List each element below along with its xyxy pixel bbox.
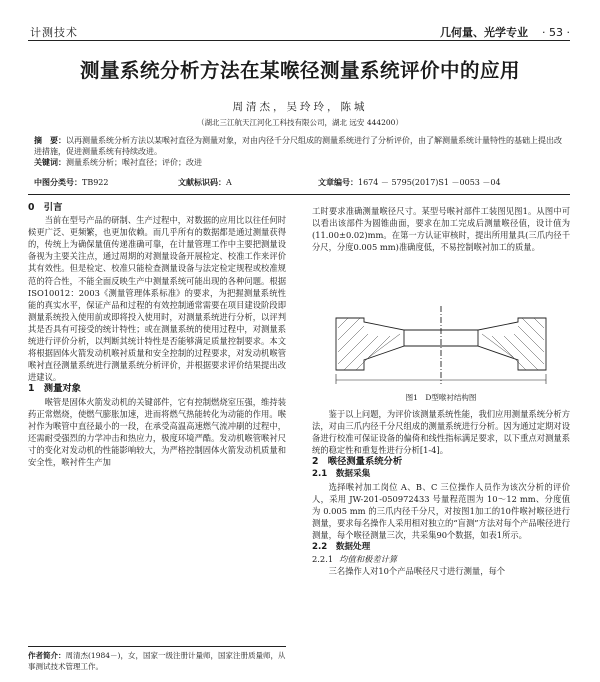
figure-intro-paragraph: 工时要求准确测量喉径尺寸。某型号喉衬部件工装图见图1。从图中可以看出该部件为圆锥曲面，要求在加工完成后测量喉径值，设计值为(11.00±0.02)mm。在第一方认证审核时，提出所用量具(三爪内径千分尺，分度0.005 mm)准确度低，不易控制喉衬加工的质量。 — [312, 206, 570, 253]
section-2-2-1-number: 2.2.1 — [312, 554, 334, 565]
author-footnote — [28, 650, 286, 672]
section-0-paragraph: 当前在型号产品的研制、生产过程中，对数据的应用比以往任何时候更广泛、更频繁，也更加依赖。而几乎所有的数据都是通过测量获得的，传统上为确保量值传递准确可靠，在计量管理工作中主要把测量设备视为主要关注点，通过周期的对测量设备开展检定、校准工作来评价其有效性。但是检定、校准只能检查测量设备与法定检定规程或校准规范的符合性，不能全面反映生产中测量系统可能出现的各种问题。根据ISO10012：2003《测量管理体系标准》的要求，为把握测量系统性能的真实水平，保证产品和过程的有效控制通常需要在项目建设阶段即测量系统投入使用前或即将投入使用时，对测量系统进行分析，以评判其是否具有可接受的统计特性；或在测量系统的使用过程中，对测量系统进行评价分析，以判断其统计特性是否能够满足质量控制要求。本文将根据固体火箭发动机喉衬质量和安全控制的过程要求，对发动机喉管喉衬直径测量系统进行测量系统分析评价，并根据要求评价结果提出改进建议。 — [28, 215, 286, 383]
abstract-block — [34, 135, 564, 168]
section-2-2-1-paragraph: 三名操作人对10个产品喉径尺寸进行测量，每个 — [328, 566, 506, 577]
abstract-label: 摘 要： — [34, 136, 66, 145]
page-number: · 53 · — [542, 26, 570, 39]
section-1-paragraph: 喉管是固体火箭发动机的关键部件，它有控制燃烧室压强，维持装药正常燃烧，使燃气膨胀加速，进而将燃气热能转化为动能的作用。喉衬作为喉管中直径最小的一段，在承受高温高速燃气流冲刷的过程中，还需耐受强烈的力学冲击和热应力，极度环境严酷。发动机喉管喉衬尺寸的变化对发动机的性能影响较大，为严格控制固体火箭发动机质量和安全性，喉衬件生产加 — [28, 396, 286, 467]
paper-affiliation: （湖北三江航天江河化工科技有限公司，湖北 远安 444200） — [197, 118, 403, 127]
journal-name: 计测技术 — [30, 26, 78, 39]
footnote-label: 作者简介： — [28, 651, 66, 660]
section-2-2-1-heading — [312, 553, 570, 565]
paper-title: 测量系统分析方法在某喉径测量系统评价中的应用 — [79, 59, 520, 82]
figure-1-throat-liner-drawing — [312, 300, 570, 388]
paper-authors: 周清杰，吴玲玲，陈城 — [232, 101, 368, 113]
abstract-rule — [28, 194, 570, 195]
figure-1-caption: 图1 D型喉衬结构图 — [405, 393, 477, 402]
section-2-1-paragraph: 选择喉衬加工岗位 A、B、C 三位操作人员作为该次分析的评价人，采用 JW-201-050972433 号量程范围为 10～12 mm、分度值为 0.005 mm 的三爪内径千分尺，对按图1加工的10件喉衬喉径进行测量，要求每名操作人采用相对独立的“盲测”方法对每个产品喉径进行测量，每个喉径测量三次，共采集90个数据，如表1所示。 — [312, 481, 570, 540]
right-column-top — [312, 205, 570, 253]
document-code: 文献标识码：A — [178, 178, 232, 187]
running-header — [28, 22, 570, 40]
abstract — [34, 135, 564, 157]
left-column — [28, 202, 286, 468]
header-rule — [28, 40, 570, 41]
section-2-2-heading: 2.2 数据处理 — [312, 542, 371, 553]
footnote-text: 周清杰(1984－)，女，国家一级注册计量师，国家注册质量师，从事测试技术管理工作。 — [28, 651, 286, 671]
analysis-intro-paragraph: 鉴于以上问题，为评价该测量系统性能，我们应用测量系统分析方法，对由三爪内径千分尺组成的测量系统进行分析。因为通过定期对设备进行校准可保证设备的偏倚和线性指标满足要求，以下重点对测量系统的稳定性和重复性进行分析[1-4]。 — [312, 409, 570, 456]
section-1-heading: 1 测量对象 — [28, 383, 81, 395]
section-label: 几何量、光学专业 — [440, 26, 529, 39]
section-2-1-heading: 2.1 数据采集 — [312, 469, 371, 480]
right-column-bottom — [312, 408, 570, 577]
keywords-label: 关键词： — [34, 158, 66, 167]
abstract-text: 以再测量系统分析方法以某喉衬直径为测量对象，对由内径千分尺组成的测量系统进行了分析评价，由了解测量系统计量特性的基础上提出改进措施，促进测量系统有持续改进。 — [34, 136, 562, 156]
footnote-rule — [28, 646, 286, 647]
section-0-heading: 0 引言 — [28, 202, 63, 213]
section-2-heading: 2 喉径测量系统分析 — [312, 456, 403, 468]
article-number: 文章编号：1674 － 5795(2017)S1 －0053 －04 — [318, 178, 501, 187]
keywords-text: 测量系统分析；喉衬直径；评价；改进 — [66, 158, 202, 167]
clc-number: 中图分类号：TB922 — [34, 178, 109, 187]
section-name — [440, 24, 570, 40]
section-2-2-1-title: 均值和极差计算 — [339, 554, 398, 565]
keywords — [34, 157, 564, 168]
